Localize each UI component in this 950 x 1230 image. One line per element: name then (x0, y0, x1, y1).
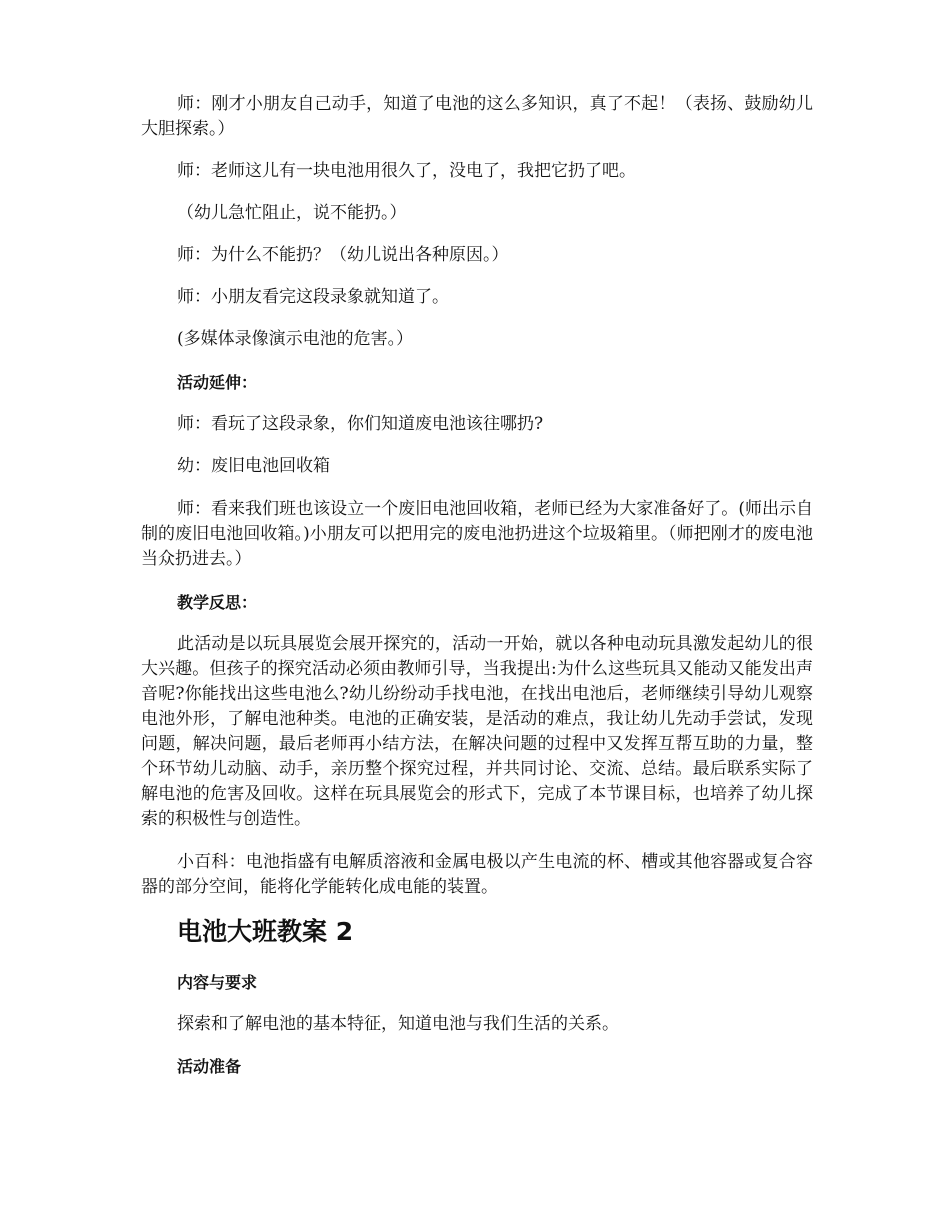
heading-teaching-reflection: 教学反思： (177, 593, 258, 612)
heading-activity-extension: 活动延伸： (177, 373, 258, 392)
paragraph-battery-used: 师：老师这儿有一块电池用很久了，没电了，我把它扔了吧。 (177, 161, 636, 181)
paragraph-children-stop: （幼儿急忙阻止，说不能扔。） (177, 203, 407, 223)
document-page (141, 92, 813, 1079)
paragraph-recycle-box: 幼：废旧电池回收箱 (177, 456, 330, 476)
paragraph-encyclopedia: 小百科：电池指盛有电解质溶液和金属电极以产生电流的杯、槽或其他容器或复合容器的部分空间，能将化学能转化成电能的装置。 (141, 852, 813, 897)
paragraph-praise: 师：刚才小朋友自己动手，知道了电池的这么多知识，真了不起！（表扬、鼓励幼儿大胆探索。） (141, 94, 813, 139)
paragraph-explore: 探索和了解电池的基本特征，知道电池与我们生活的关系。 (177, 1014, 619, 1034)
heading-activity-preparation: 活动准备 (177, 1057, 242, 1076)
paragraph-multimedia: (多媒体录像演示电池的危害。） (177, 329, 414, 349)
heading-content-requirements: 内容与要求 (177, 973, 258, 992)
section-title: 电池大班教案 2 (177, 917, 354, 946)
paragraph-reflection: 此活动是以玩具展览会展开探究的，活动一开始，就以各种电动玩具激发起幼儿的很大兴趣。但孩子的探究活动必须由教师引导，当我提出:为什么这些玩具又能动又能发出声音呢?你能找出这些电池么?幼儿纷纷动手找电池，在找出电池后，老师继续引导幼儿观察电池外形，了解电池种类。电池的正确安装，是活动的难点，我让幼儿先动手尝试，发现问题，解决问题，最后老师再小结方法，在解决问题的过程中又发挥互帮互助的力量，整个环节幼儿动脑、动手，亲历整个探究过程，并共同讨论、交流、总结。最后联系实际了解电池的危害及回收。这样在玩具展览会的形式下，完成了本节课目标，也培养了幼儿探索的积极性与创造性。 (141, 634, 813, 829)
paragraph-why: 师：为什么不能扔？（幼儿说出各种原因。） (177, 245, 509, 265)
paragraph-where-throw: 师：看玩了这段录象，你们知道废电池该往哪扔? (177, 414, 544, 434)
paragraph-video: 师：小朋友看完这段录象就知道了。 (177, 287, 449, 307)
paragraph-class-box: 师：看来我们班也该设立一个废旧电池回收箱，老师已经为大家准备好了。(师出示自制的废旧电池回收箱。)小朋友可以把用完的废电池扔进这个垃圾箱里。（师把刚才的废电池当众扔进去。） (141, 499, 813, 569)
